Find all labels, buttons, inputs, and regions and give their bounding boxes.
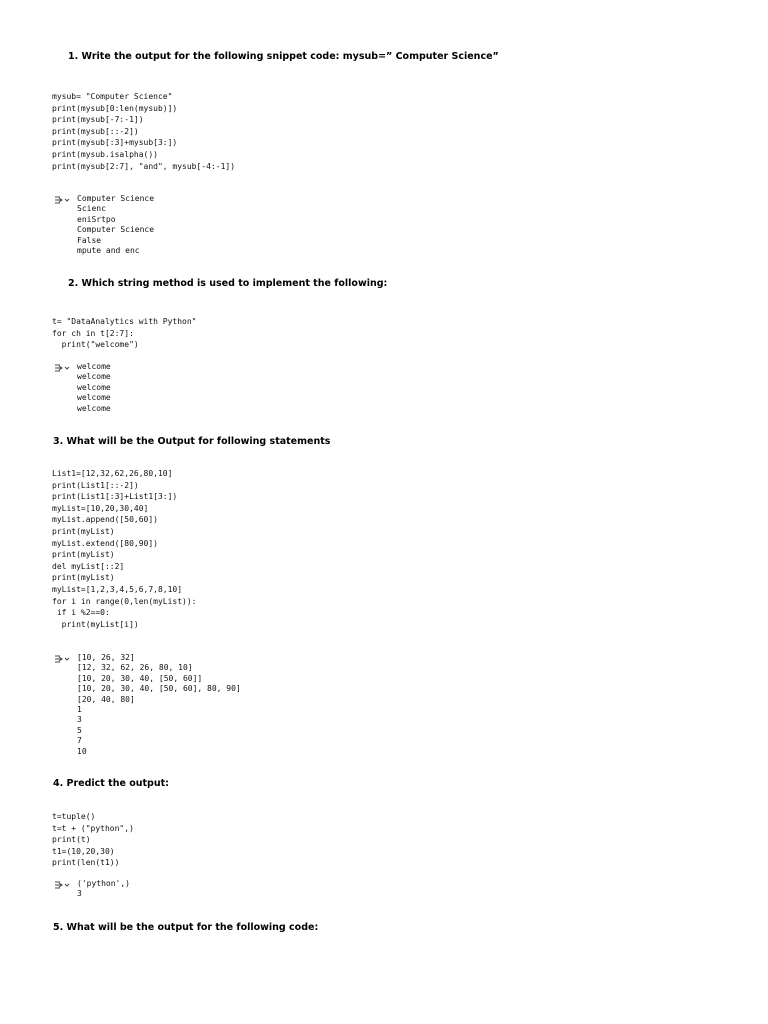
question-2-code: t= "DataAnalytics with Python" for ch in t[2:7]: print("welcome") [52,317,197,350]
question-2-title: 2. Which string method is used to implement the following: [68,278,388,289]
question-4-code: t=tuple() t=t + ("python",) print(t) t1=(10,20,30) print(len(t1)) [52,812,134,868]
output-arrow-icon[interactable] [54,363,70,373]
question-1-code: mysub= "Computer Science" print(mysub[0:len(mysub)]) print(mysub[-7:-1]) print(mysub[::-2]) print(mysub[:3]+mysub[3:]) print(mysub.isalpha()) print(mysub[2:7], "and", mysub[-4:-1]) [52,92,236,171]
output-arrow-icon[interactable] [54,880,70,890]
question-4-output: ('python',) 3 [77,879,130,899]
question-3-output: [10, 26, 32] [12, 32, 62, 26, 80, 10] [10, 20, 30, 40, [50, 60]] [10, 20, 30, 40, [50, 60], 80, 90] [20, 40, 80] 1 3 5 7 10 [77,653,241,756]
question-3-title: 3. What will be the Output for following statements [53,436,331,447]
output-arrow-icon[interactable] [54,654,70,664]
question-2-output: welcome welcome welcome welcome welcome [77,362,111,413]
question-4-title: 4. Predict the output: [53,778,169,789]
question-3-code: List1=[12,32,62,26,80,10] print(List1[::-2]) print(List1[:3]+List1[3:]) myList=[10,20,30,40] myList.append([50,60]) print(myList) myList.extend([80,90]) print(myList) del myList[::2] print(myList) myList=[1,2,3,4,5,6,7,8,10] for i in range(0,len(myList)): if i %2==0: print(myList[i]) [52,469,197,629]
question-1-output: Computer Science Scienc eniSrtpo Computer Science False mpute and enc [77,194,155,256]
question-5-title: 5. What will be the output for the following code: [53,922,319,933]
question-1-title: 1. Write the output for the following snippet code: mysub=” Computer Science” [68,51,499,62]
output-arrow-icon[interactable] [54,195,70,205]
